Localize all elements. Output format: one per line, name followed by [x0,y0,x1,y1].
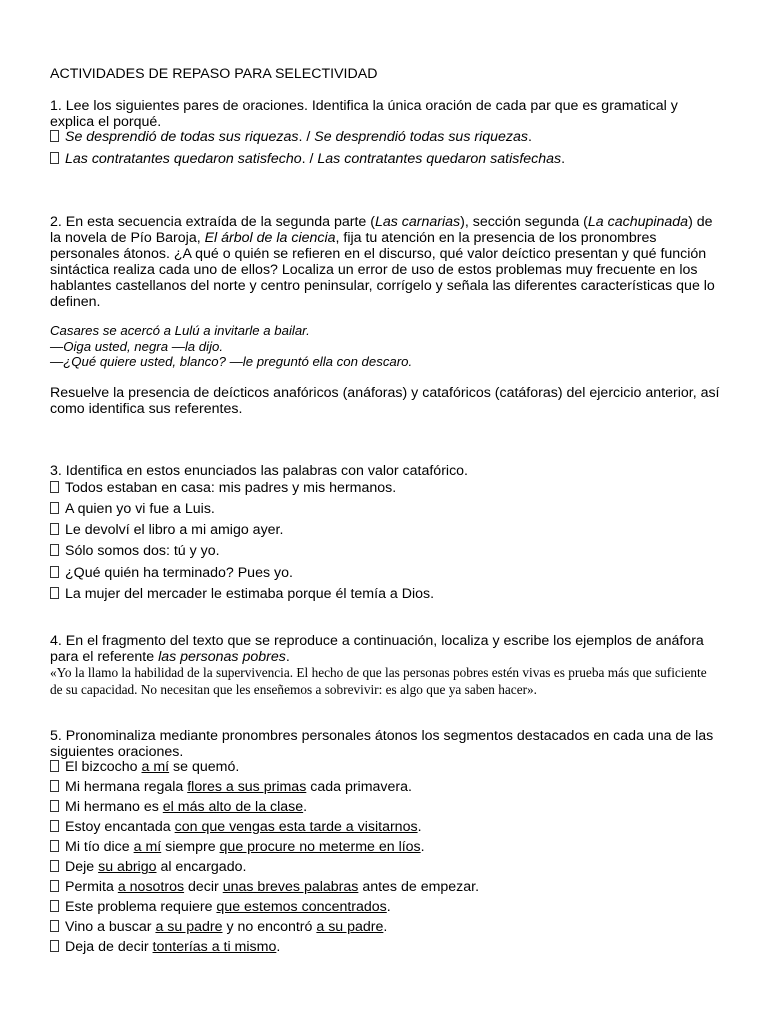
q5-item-text: Deja de decir [65,939,153,955]
checkbox-icon [50,880,59,892]
highlighted-segment: con que vengas esta tarde a visitarnos [174,819,418,835]
q3-item [50,501,730,517]
q5-item [50,919,730,935]
q3-item-text: Sólo somos dos: tú y yo. [65,543,220,559]
q1-item-end: . [527,129,532,145]
excerpt-line: —Oiga usted, negra —la dijo. [50,338,223,354]
q5-item-text: Estoy encantada [65,819,175,835]
title-text: ACTIVIDADES DE REPASO PARA SELECTIVIDAD [50,66,378,82]
highlighted-segment: a nosotros [117,879,185,895]
excerpt-line: Casares se acercó a Lulú a invitarle a bailar. [50,323,310,338]
checkbox-icon [50,523,59,535]
checkbox-icon [50,940,59,952]
q4-prompt-text [50,633,722,665]
checkbox-icon [50,481,59,493]
q4-quote-text: «Yo la llamo la habilidad de la supervivencia. El hecho de que las personas pobres estén vivas es prueba más que suficiente de su capacidad. No necesitan que les enseñemos a sobrevivir: es algo que ya saben hacer». [50,665,707,697]
q5-item [50,839,730,855]
q2-italic-2: La cachupinada [587,214,689,230]
q5-item-text: Deje [65,859,99,875]
checkbox-icon [50,900,59,912]
q5-item [50,879,730,895]
excerpt-line: —¿Qué quiere usted, blanco? —le preguntó ella con descaro. [50,354,413,369]
checkbox-icon [50,920,59,932]
highlighted-segment: a mí [141,759,170,775]
q1-item-a: Las contratantes quedaron satisfecho [65,151,302,167]
checkbox-icon [50,860,59,872]
q5-item-text: . [303,799,308,815]
q1-item [50,129,730,145]
q3-prompt-text: 3. Identifica en estos enunciados las palabras con valor catafórico. [50,463,468,479]
q5-item-text: al encargado. [156,859,247,875]
q2-italic-1: Las carnarias [374,214,461,230]
q5-item-text: y no encontró [222,919,317,935]
q2-followup-text: Resuelve la presencia de deícticos anafóricos (anáforas) y catafóricos (catáforas) del ejercicio anterior, así como identifica sus referentes. [50,385,720,417]
highlighted-segment: que estemos concentrados [216,899,387,915]
checkbox-icon [50,566,59,578]
q3-item-text: A quien yo vi fue a Luis. [65,501,215,517]
question-1-prompt [50,98,722,130]
q5-prompt-text: 5. Pronominaliza mediante pronombres personales átonos los segmentos destacados en cada una de las siguientes oraciones. [50,728,714,760]
checkbox-icon [50,800,59,812]
q5-item-text: . [383,919,388,935]
q1-prompt-text: 1. Lee los siguientes pares de oraciones. Identifica la única oración de cada par que es gramatical y explica el porqué. [50,98,678,130]
q5-item [50,939,730,955]
q4-text-1: 4. En el fragmento del texto que se reproduce a continuación, localiza y escribe los ejemplos de anáfora para el referente [50,633,704,665]
checkbox-icon [50,544,59,556]
q3-item-text: ¿Qué quién ha terminado? Pues yo. [65,565,293,581]
q1-item [50,151,730,167]
q1-item-a: Se desprendió de todas sus riquezas [65,129,299,145]
q4-text-2: . [285,649,290,665]
q3-item [50,586,730,602]
checkbox-icon [50,587,59,599]
highlighted-segment: su abrigo [98,859,157,875]
q5-item-text: . [276,939,281,955]
highlighted-segment: unas breves palabras [222,879,359,895]
q1-item-b: Las contratantes quedaron satisfechas [317,151,562,167]
q5-item-text: Este problema requiere [65,899,217,915]
q2-text-2: ), sección segunda ( [460,214,588,230]
q2-text-4: , fija tu atención en la presencia de los pronombres personales átonos. ¿A qué o quién se refieren en el discurso, qué valor deíctico presentan y qué función sintáctica realiza cada uno de ellos? Localiza un error de uso de estos problemas muy frecuente en los hablantes castellanos del norte y centro peninsular, corrígelo y señala las diferentes características que lo definen. [50,230,715,310]
question-4-prompt [50,633,722,665]
question-2-prompt [50,214,722,310]
q5-item-text: Vino a buscar [65,919,156,935]
q3-item [50,480,730,496]
q1-item-sep: . / [298,129,315,145]
checkbox-icon [50,780,59,792]
highlighted-segment: que procure no meterme en líos [219,839,421,855]
highlighted-segment: tonterías a ti mismo [152,939,277,955]
q3-item-text: Le devolví el libro a mi amigo ayer. [65,522,284,538]
q2-text-3: ) de la novela de Pío Baroja, [50,214,713,246]
highlighted-segment: a su padre [155,919,223,935]
q4-quote [50,665,722,698]
q5-item-text: Mi hermana regala [65,779,188,795]
q5-item-text: Permita [65,879,118,895]
q5-item [50,819,730,835]
highlighted-segment: flores a sus primas [187,779,307,795]
q3-item-text: Todos estaban en casa: mis padres y mis hermanos. [65,480,397,496]
q2-excerpt [50,323,722,370]
q5-item-text: Mi hermano es [65,799,163,815]
q4-italic-1: las personas pobres [158,649,286,665]
q5-item [50,859,730,875]
q5-item-text: decir [184,879,223,895]
q5-item [50,759,730,775]
q5-item [50,899,730,915]
q5-item-text: . [386,899,391,915]
checkbox-icon [50,152,59,164]
highlighted-segment: el más alto de la clase [162,799,304,815]
q3-item-text: La mujer del mercader le estimaba porque él temía a Dios. [65,586,435,602]
question-3-prompt [50,463,722,479]
document-title [50,66,722,82]
checkbox-icon [50,820,59,832]
q5-item [50,779,730,795]
q1-item-sep: . / [301,151,318,167]
question-5-prompt [50,728,722,760]
q5-item-text: . [420,839,425,855]
q3-item [50,543,730,559]
q5-item-text: cada primavera. [306,779,412,795]
q5-item-text: se quemó. [169,759,240,775]
checkbox-icon [50,130,59,142]
q5-item-text: antes de empezar. [358,879,480,895]
q5-item-text: siempre [161,839,220,855]
checkbox-icon [50,502,59,514]
q1-item-end: . [561,151,566,167]
q3-item [50,565,730,581]
q5-item-text: Mi tío dice [65,839,134,855]
q3-item [50,522,730,538]
q2-text-1: 2. En esta secuencia extraída de la segunda parte ( [50,214,375,230]
highlighted-segment: a mí [133,839,162,855]
q1-item-b: Se desprendió todas sus riquezas [314,129,528,145]
q5-item [50,799,730,815]
highlighted-segment: a su padre [316,919,384,935]
q5-item-text: . [417,819,422,835]
q5-item-text: El bizcocho [65,759,142,775]
q2-italic-3: El árbol de la ciencia [204,230,336,246]
checkbox-icon [50,840,59,852]
q2-followup [50,385,722,417]
q2-prompt-text [50,214,722,310]
checkbox-icon [50,760,59,772]
